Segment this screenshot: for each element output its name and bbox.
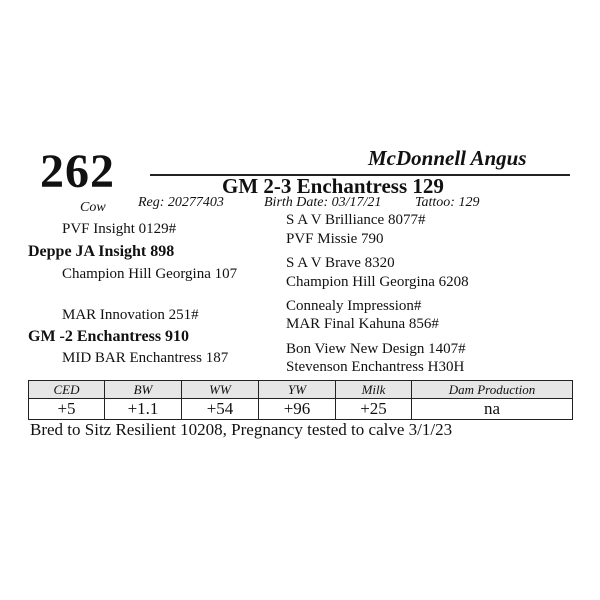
sire-dam-sire: S A V Brave 8320 — [286, 255, 395, 271]
breeding-note: Bred to Sitz Resilient 10208, Pregnancy tested to calve 3/1/23 — [30, 420, 453, 439]
dam-sire: MAR Innovation 251# — [62, 307, 199, 323]
sex-label: Cow — [80, 200, 106, 215]
epd-header-yw: YW — [259, 381, 336, 399]
epd-value-bw: +1.1 — [105, 399, 182, 420]
epd-value-row — [29, 399, 573, 420]
sire-dam: Champion Hill Georgina 107 — [62, 266, 238, 282]
sire-sire: PVF Insight 0129# — [62, 221, 177, 237]
birth-date: Birth Date: 03/17/21 — [264, 195, 382, 210]
dam-dam-sire: Bon View New Design 1407# — [286, 341, 466, 357]
sire: Deppe JA Insight 898 — [28, 243, 175, 260]
dam-dam-dam: Stevenson Enchantress H30H — [286, 359, 465, 375]
epd-header-bw: BW — [105, 381, 182, 399]
sire-sire-sire: S A V Brilliance 8077# — [286, 212, 426, 228]
tattoo: Tattoo: 129 — [415, 195, 480, 210]
epd-header-row — [29, 381, 573, 399]
epd-header-milk: Milk — [336, 381, 412, 399]
epd-value-yw: +96 — [259, 399, 336, 420]
dam-sire-dam: MAR Final Kahuna 856# — [286, 316, 439, 332]
dam-dam: MID BAR Enchantress 187 — [62, 350, 229, 366]
epd-header-dam-production: Dam Production — [412, 381, 573, 399]
epd-table — [28, 380, 573, 420]
sire-dam-dam: Champion Hill Georgina 6208 — [286, 274, 469, 290]
dam-sire-sire: Connealy Impression# — [286, 298, 422, 314]
animal-name: GM 2-3 Enchantress 129 — [222, 174, 444, 198]
epd-value-ww: +54 — [182, 399, 259, 420]
sire-sire-dam: PVF Missie 790 — [286, 231, 384, 247]
epd-value-milk: +25 — [336, 399, 412, 420]
dam: GM -2 Enchantress 910 — [28, 328, 190, 345]
epd-header-ww: WW — [182, 381, 259, 399]
lot-number: 262 — [40, 145, 115, 198]
epd-header-ced: CED — [29, 381, 105, 399]
epd-value-ced: +5 — [29, 399, 105, 420]
farm-name: McDonnell Angus — [368, 146, 527, 170]
epd-value-dam-production: na — [412, 399, 573, 420]
registration-number: Reg: 20277403 — [138, 195, 224, 210]
